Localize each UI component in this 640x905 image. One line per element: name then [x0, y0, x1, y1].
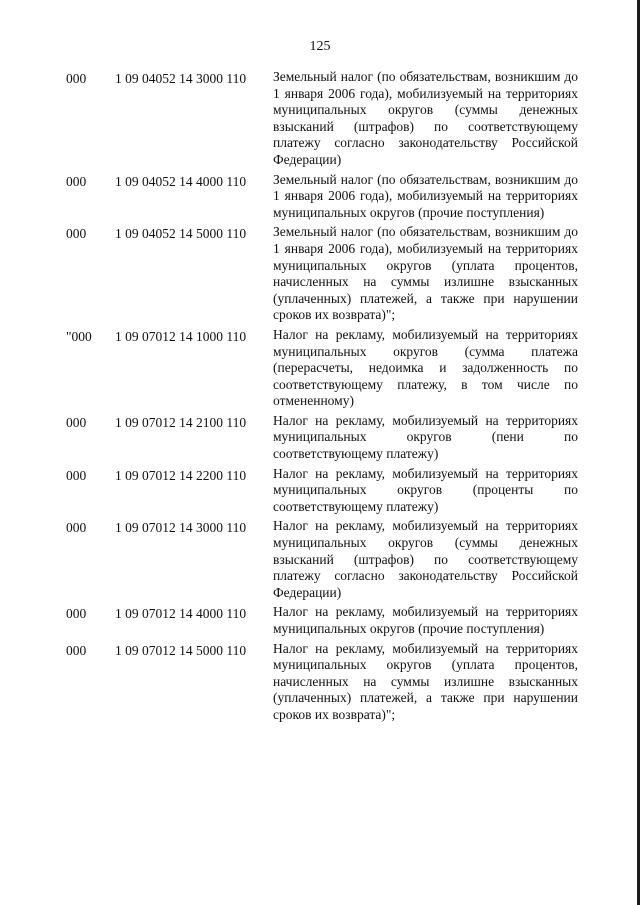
admin-code: 000	[66, 642, 87, 658]
code-description: Налог на рекламу, мобилизуемый на территориях муниципальных округов (уплата процентов, начисленных на суммы излишне взысканных (уплаченных) платежей, а также при нарушении сроков их возврата)";	[273, 640, 578, 722]
code-description: Земельный налог (по обязательствам, возникшим до 1 января 2006 года), мобилизуемый на территориях муниципальных округов (уплата процентов, начисленных на суммы излишне взысканных (уплаченных) платежей, а также при нарушении сроков их возврата)";	[273, 224, 578, 323]
code-description: Налог на рекламу, мобилизуемый на территориях муниципальных округов (сумма платежа (перерасчеты, недоимка и задолженность по соответствующему платежу, в том числе по отмененному)	[273, 326, 578, 409]
budget-classification-code: 1 09 07012 14 4000 110	[115, 606, 247, 622]
admin-code: 000	[66, 467, 87, 483]
admin-code: 000	[66, 71, 87, 86]
budget-classification-code: 1 09 04052 14 5000 110	[115, 226, 247, 242]
budget-classification-code: 1 09 07012 14 2100 110	[115, 414, 247, 430]
code-description: Налог на рекламу, мобилизуемый на территориях муниципальных округов (пени по соответствующему платежу)	[273, 412, 578, 462]
budget-classification-code: 1 09 04052 14 4000 110	[115, 173, 247, 189]
code-row	[0, 641, 640, 724]
code-description: Земельный налог (по обязательствам, возникшим до 1 января 2006 года), мобилизуемый на территориях муниципальных округов (суммы денежных взысканий (штрафов) по соответствующему платежу согласно законодательству Российской Федерации)	[273, 69, 578, 167]
code-description: Налог на рекламу, мобилизуемый на территориях муниципальных округов (прочие поступления)	[273, 604, 578, 636]
code-row	[0, 518, 640, 601]
admin-code: 000	[66, 606, 87, 622]
code-row	[0, 466, 640, 516]
admin-code: 000	[66, 173, 87, 189]
code-row	[0, 224, 640, 324]
budget-classification-code: 1 09 07012 14 1000 110	[115, 328, 247, 344]
budget-classification-code: 1 09 07012 14 5000 110	[115, 642, 247, 658]
budget-classification-code: 1 09 04052 14 3000 110	[115, 71, 247, 86]
budget-code-list	[0, 69, 640, 727]
code-row	[0, 69, 640, 169]
code-row	[0, 172, 640, 222]
code-description: Налог на рекламу, мобилизуемый на территориях муниципальных округов (суммы денежных взысканий (штрафов) по соответствующему платежу согласно законодательству Российской Федерации)	[273, 518, 578, 600]
code-description: Земельный налог (по обязательствам, возникшим до 1 января 2006 года), мобилизуемый на территориях муниципальных округов (прочие поступления)	[273, 171, 578, 220]
admin-code: 000	[66, 520, 87, 536]
code-row	[0, 327, 640, 410]
budget-classification-code: 1 09 07012 14 3000 110	[115, 520, 247, 536]
code-description: Налог на рекламу, мобилизуемый на территориях муниципальных округов (проценты по соответствующему платежу)	[273, 465, 578, 514]
budget-classification-code: 1 09 07012 14 2200 110	[115, 467, 247, 483]
admin-code: 000	[66, 226, 87, 242]
admin-code: 000	[66, 414, 87, 430]
page-number: 125	[309, 39, 331, 54]
code-row	[0, 413, 640, 463]
code-row	[0, 604, 640, 637]
admin-code: "000	[66, 328, 92, 344]
